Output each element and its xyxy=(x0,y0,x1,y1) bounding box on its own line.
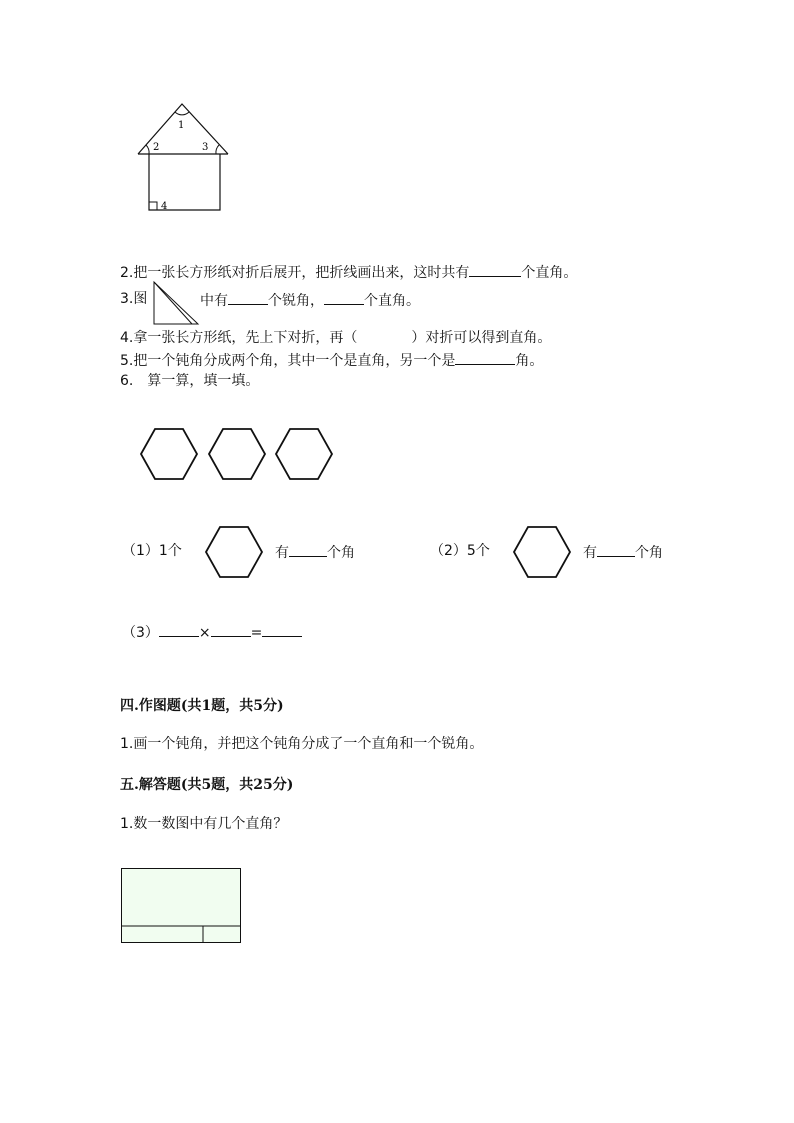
question-4: 4.拿一张长方形纸，先上下对折，再（ ）对折可以得到直角。 xyxy=(120,330,552,346)
q6-p2-blank[interactable] xyxy=(597,542,635,557)
house-angle-figure xyxy=(130,96,240,216)
hexagon-3 xyxy=(276,429,332,479)
q3-triangle-figure xyxy=(152,280,200,326)
q6-part-1-hexagon xyxy=(203,524,265,580)
q5-answer-blank[interactable] xyxy=(455,350,515,365)
question-5: 5.把一个钝角分成两个角，其中一个是直角，另一个是 角。 xyxy=(120,350,543,370)
section-4-question-1: 1.画一个钝角，并把这个钝角分成了一个直角和一个锐角。 xyxy=(120,736,484,752)
hexagon-2 xyxy=(209,429,265,479)
q2-answer-blank[interactable] xyxy=(469,262,521,277)
section-5-question-1: 1.数一数图中有几个直角？ xyxy=(120,816,288,832)
q6-part-2-label: （2）5个 xyxy=(430,543,490,559)
q3-right-blank[interactable] xyxy=(324,290,364,305)
hexagon-1 xyxy=(141,429,197,479)
question-3-text: 中有 个锐角， 个直角。 xyxy=(200,290,420,310)
question-6-title: 6. 算一算，填一填。 xyxy=(120,373,260,389)
q6-p1-blank[interactable] xyxy=(289,542,327,557)
question-3: 3.图 xyxy=(120,291,148,307)
angle-label-3: 3 xyxy=(202,142,209,153)
q6-part-1-answer: 有 个角 xyxy=(275,542,355,562)
q6-part-3: （3） × = xyxy=(122,622,302,642)
hexagon-row xyxy=(138,426,338,482)
q6-p3-blank-2[interactable] xyxy=(211,622,251,637)
angle-label-2: 2 xyxy=(153,142,160,153)
q6-part-2-hexagon xyxy=(511,524,573,580)
right-angle-count-figure xyxy=(121,868,243,944)
angle-label-1: 1 xyxy=(178,120,185,131)
section-4-heading: 四.作图题(共1题，共5分) xyxy=(120,698,284,714)
q3-acute-blank[interactable] xyxy=(228,290,268,305)
q6-p3-blank-1[interactable] xyxy=(159,622,199,637)
q6-part-2-answer: 有 个角 xyxy=(583,542,663,562)
q6-part-1-label: （1）1个 xyxy=(122,543,182,559)
angle-label-4: 4 xyxy=(161,201,168,212)
q6-p3-blank-3[interactable] xyxy=(262,622,302,637)
section-5-heading: 五.解答题(共5题，共25分) xyxy=(120,777,294,793)
question-2: 2.把一张长方形纸对折后展开，把折线画出来，这时共有 个直角。 xyxy=(120,262,577,282)
